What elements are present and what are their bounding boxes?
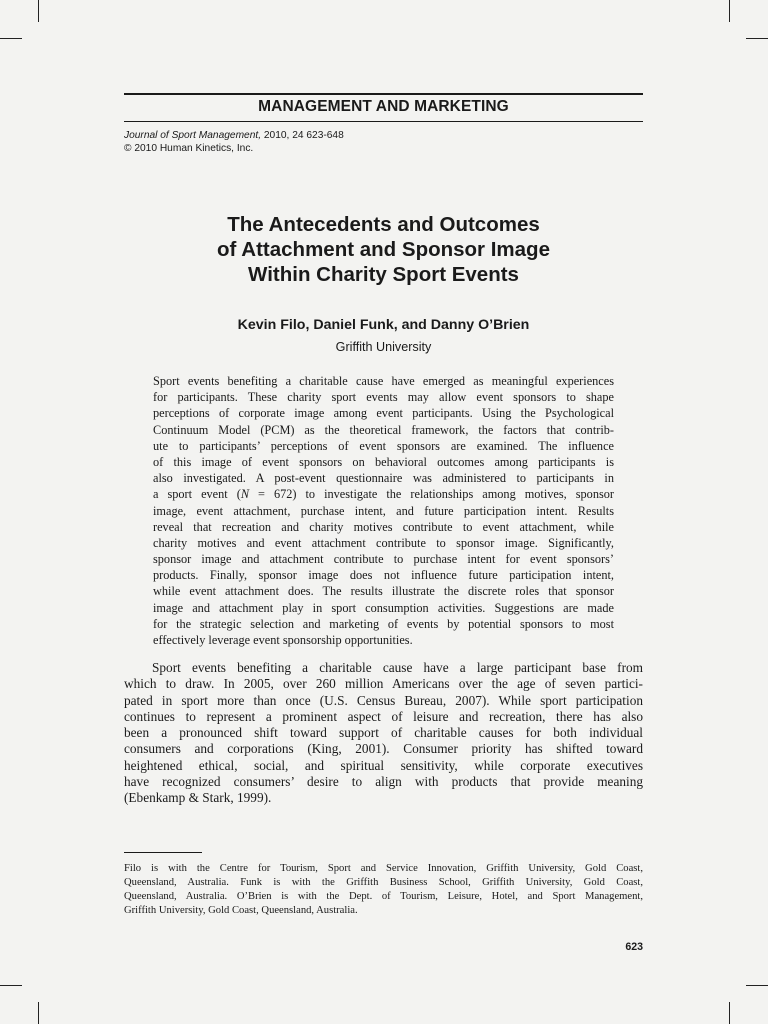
header-rule-thin — [124, 121, 643, 122]
footnote-rule — [124, 852, 202, 853]
abstract-line: Continuum Model (PCM) as the theoretical framework, the factors that contrib- — [153, 422, 614, 437]
crop-mark-top-left — [38, 0, 39, 22]
abstract-line: sponsor image and attachment contribute to purchase intent for event sponsors’ — [153, 552, 614, 567]
abstract-line: while event attachment does. The results illustrate the discrete roles that sponsor — [153, 584, 614, 599]
footnote-line: Queensland, Australia. O’Brien is with the Dept. of Tourism, Leisure, Hotel, and Sport Management, — [124, 891, 643, 903]
body-line: continues to represent a prominent aspect of leisure and recreation, there has also — [124, 708, 643, 724]
header-rule-thick — [124, 93, 643, 95]
abstract-line: charity motives and event attachment contribute to sponsor image. Significantly, — [153, 535, 614, 550]
affiliation: Griffith University — [335, 340, 432, 354]
footnote — [124, 862, 643, 918]
footnote-line: Queensland, Australia. Funk is with the Griffith Business School, Griffith University, Gold Coast, — [124, 877, 643, 889]
crop-mark-bottom-right-h — [746, 985, 768, 986]
footnote-line: Filo is with the Centre for Tourism, Sport and Service Innovation, Griffith University, Gold Coast, — [124, 863, 643, 874]
journal-citation: 2010, 24 623-648 — [261, 130, 344, 141]
abstract-line: for the strategic selection and marketing of events by potential sponsors to most — [153, 616, 614, 631]
title-line: of Attachment and Sponsor Image — [217, 238, 550, 261]
abstract-line — [153, 486, 614, 502]
body-line: have recognized consumers’ desire to align with products that provide meaning — [124, 774, 643, 790]
sample-size-symbol: N — [240, 487, 250, 502]
abstract-line: for participants. These charity sport events may allow event sponsors to shape — [153, 390, 614, 405]
body-line: consumers and corporations (King, 2001). Consumer priority has shifted toward — [124, 741, 643, 757]
journal-info — [124, 129, 344, 155]
authors: Kevin Filo, Daniel Funk, and Danny O’Brien — [237, 317, 530, 333]
crop-mark-bottom-right — [729, 1002, 730, 1024]
section-title: MANAGEMENT AND MARKETING — [258, 98, 509, 115]
abstract-line: of this image of event sponsors on behavioral outcomes among participants is — [153, 454, 614, 469]
journal-name: Journal of Sport Management, — [124, 130, 262, 141]
abstract-line: reveal that recreation and charity motives contribute to event attachment, while — [153, 519, 614, 534]
abstract-line: image and attachment play in sport consumption activities. Suggestions are made — [153, 600, 614, 615]
journal-citation-line — [124, 129, 344, 142]
abstract-line: effectively leverage event sponsorship opportunities. — [153, 633, 413, 647]
abstract-line: image, event attachment, purchase intent, and future participation intent. Results — [153, 503, 614, 518]
body-line: Sport events benefiting a charitable cause have a large participant base from — [152, 660, 643, 675]
title-line: The Antecedents and Outcomes — [227, 213, 540, 236]
abstract — [153, 373, 614, 648]
abstract-line-rest: = 672) to investigate the relationships among motives, sponsor — [249, 487, 615, 502]
body-paragraph — [124, 660, 643, 807]
abstract-line-start: a sport event ( — [153, 487, 241, 502]
copyright: © 2010 Human Kinetics, Inc. — [124, 143, 254, 154]
abstract-line: Sport events benefiting a charitable cause have emerged as meaningful experiences — [153, 374, 614, 388]
footnote-line: Griffith University, Gold Coast, Queensland, Australia. — [124, 905, 358, 917]
body-line: been a pronounced shift toward support of charitable causes for both individual — [124, 725, 643, 741]
body-line: pated in sport more than once (U.S. Census Bureau, 2007). While sport participation — [124, 692, 643, 708]
body-line: which to draw. In 2005, over 260 million Americans over the age of seven partici- — [124, 676, 643, 692]
crop-mark-bottom-left-h — [0, 985, 22, 986]
body-line: heightened ethical, social, and spiritual sensitivity, while corporate executives — [124, 757, 643, 773]
page-number: 623 — [625, 941, 643, 953]
article-title — [124, 212, 643, 287]
abstract-line: perceptions of corporate image among event participants. Using the Psychological — [153, 406, 614, 421]
abstract-line: also investigated. A post-event questionnaire was administered to participants in — [153, 471, 614, 486]
crop-mark-top-right-h — [746, 38, 768, 39]
crop-mark-bottom-left — [38, 1002, 39, 1024]
abstract-line: ute to participants’ perceptions of event sponsors are examined. The influence — [153, 438, 614, 453]
crop-mark-top-left-h — [0, 38, 22, 39]
abstract-line: products. Finally, sponsor image does not influence future participation intent, — [153, 568, 614, 583]
title-line: Within Charity Sport Events — [248, 263, 519, 286]
crop-mark-top-right — [729, 0, 730, 22]
body-line: (Ebenkamp & Stark, 1999). — [124, 790, 272, 806]
